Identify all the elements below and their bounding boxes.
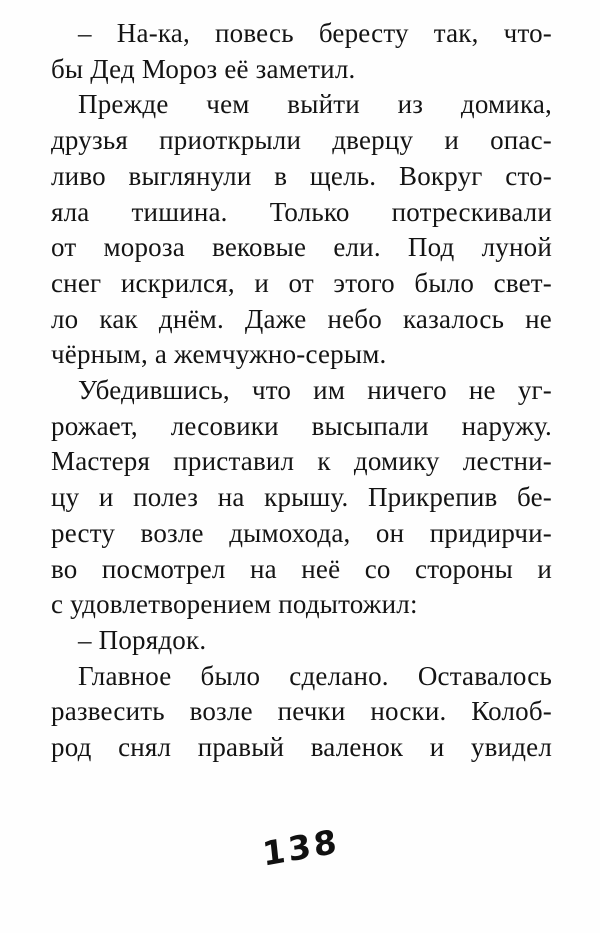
page-number: 138 — [260, 821, 342, 874]
text-line: цу и полез на крышу. Прикрепив бе- — [51, 482, 552, 513]
text-line: бы Дед Мороз её заметил. — [51, 53, 356, 84]
text-line: от мороза вековые ели. Под луной — [51, 232, 552, 263]
text-block — [51, 16, 552, 766]
text-line: яла тишина. Только потрескивали — [51, 196, 552, 227]
text-line: рожает, лесовики высыпали наружу. — [51, 410, 552, 441]
text-line: – Порядок. — [78, 624, 207, 655]
text-line: род снял правый валенок и увидел — [51, 732, 552, 763]
text-line: снег искрился, и от этого было свет- — [51, 267, 552, 298]
text-line: чёрным, а жемчужно-серым. — [51, 339, 387, 370]
text-line: ливо выглянули в щель. Вокруг сто- — [51, 160, 552, 191]
text-line: ло как днём. Даже небо казалось не — [51, 303, 552, 334]
text-line: – На-ка, повесь бересту так, что- — [78, 18, 552, 48]
text-line: с удовлетворением подытожил: — [51, 589, 418, 620]
text-line: Прежде чем выйти из домика, — [78, 89, 552, 120]
text-line: Убедившись, что им ничего не уг- — [78, 375, 552, 406]
text-line: Мастеря приставил к домику лестни- — [51, 446, 552, 477]
text-line: во посмотрел на неё со стороны и — [51, 553, 552, 584]
text-line: друзья приоткрыли дверцу и опас- — [51, 125, 552, 156]
text-line: ресту возле дымохода, он придирчи- — [51, 517, 552, 548]
text-line: Главное было сделано. Оставалось — [78, 660, 552, 691]
text-line: развесить возле печки носки. Колоб- — [51, 696, 552, 727]
